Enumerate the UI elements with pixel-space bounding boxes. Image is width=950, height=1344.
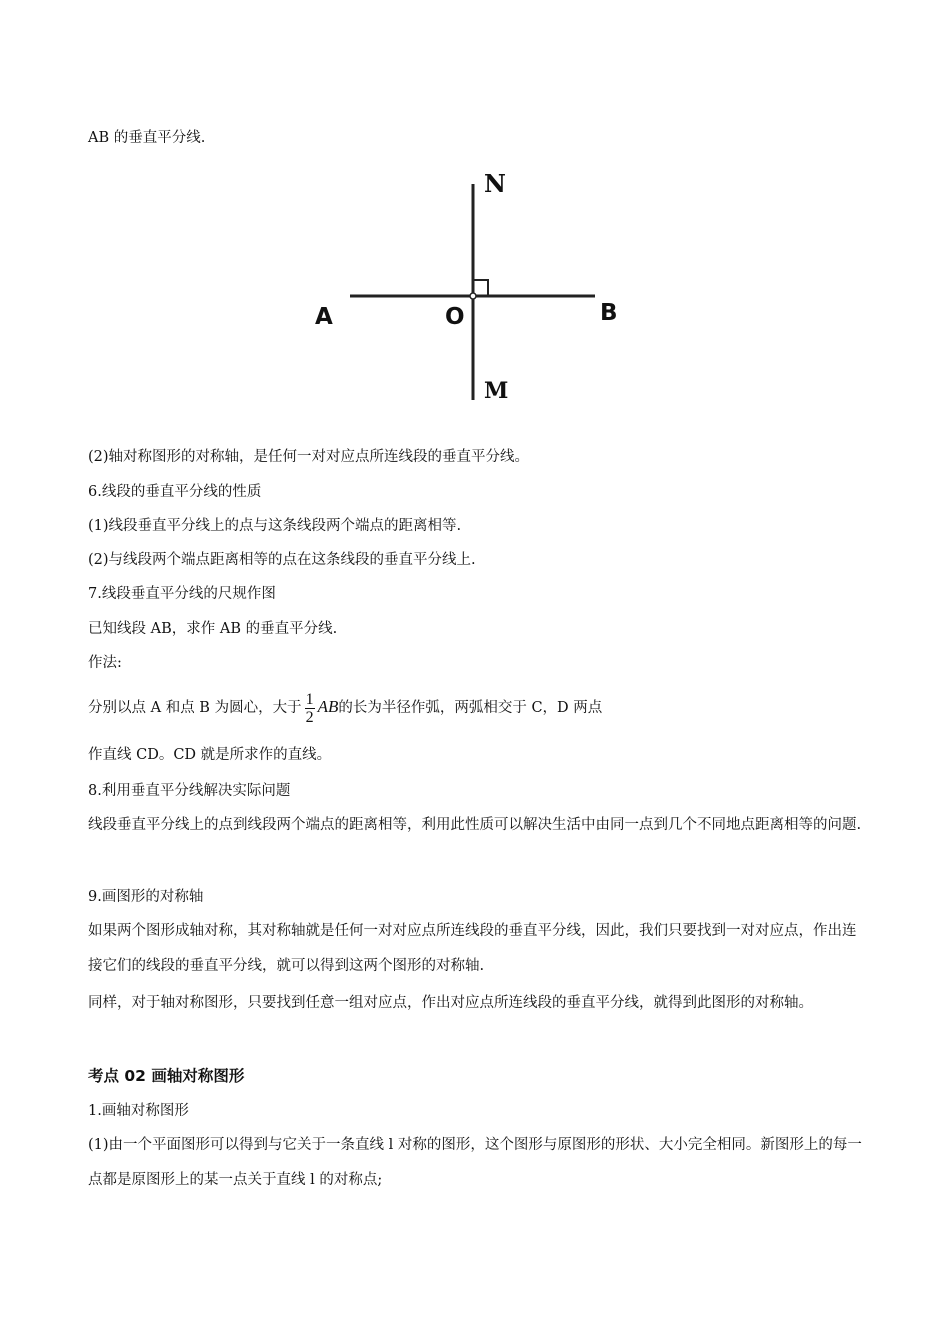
section-7-title: 7.线段垂直平分线的尺规作图 bbox=[88, 586, 276, 602]
fraction-numerator: 1 bbox=[305, 690, 314, 708]
label-o: O bbox=[445, 304, 465, 330]
section-9-body-2: 同样，对于轴对称图形，只要找到任意一组对应点，作出对应点所连线段的垂直平分线，就得到此图形的对称轴。 bbox=[88, 995, 813, 1011]
label-a: A bbox=[315, 304, 333, 330]
step-1-prefix: 分别以点 A 和点 B 为圆心，大于 bbox=[88, 700, 302, 716]
point-o bbox=[470, 293, 476, 299]
label-b: B bbox=[600, 300, 618, 326]
section-6-title: 6.线段的垂直平分线的性质 bbox=[88, 484, 262, 500]
key-point-02-section-1-body: (1)由一个平面图形可以得到与它关于一条直线 l 对称的图形，这个图形与原图形的形状、大小完全相同。新图形上的每一点都是原图形上的某一点关于直线 l 的对称点; bbox=[88, 1137, 862, 1188]
section-6-item-1: (1)线段垂直平分线上的点与这条线段两个端点的距离相等. bbox=[88, 518, 462, 534]
section-8-body: 线段垂直平分线上的点到线段两个端点的距离相等，利用此性质可以解决生活中由同一点到几个不同地点距离相等的问题. bbox=[88, 817, 862, 833]
fraction-denominator: 2 bbox=[305, 708, 314, 726]
label-m: M bbox=[484, 378, 509, 404]
section-7-method: 作法: bbox=[88, 655, 122, 671]
section-6-item-2: (2)与线段两个端点距离相等的点在这条线段的垂直平分线上. bbox=[88, 552, 476, 568]
perpendicular-bisector-figure bbox=[300, 160, 640, 410]
key-point-02-section-1-title: 1.画轴对称图形 bbox=[88, 1103, 189, 1119]
section-8-title: 8.利用垂直平分线解决实际问题 bbox=[88, 783, 291, 799]
section-7-step-2: 作直线 CD。CD 就是所求作的直线。 bbox=[88, 747, 332, 763]
section-9-body-1: 如果两个图形成轴对称，其对称轴就是任何一对对应点所连线段的垂直平分线，因此，我们只要找到一对对应点，作出连接它们的线段的垂直平分线，就可以得到这两个图形的对称轴. bbox=[88, 923, 857, 974]
fraction-variable: AB bbox=[317, 697, 339, 716]
label-n: N bbox=[484, 169, 506, 198]
section-7-given: 已知线段 AB，求作 AB 的垂直平分线. bbox=[88, 621, 338, 637]
axis-property-line: (2)轴对称图形的对称轴，是任何一对对应点所连线段的垂直平分线。 bbox=[88, 449, 530, 465]
key-point-02-heading: 考点 02 画轴对称图形 bbox=[88, 1067, 245, 1085]
fraction-one-half bbox=[305, 691, 315, 726]
section-7-step-1 bbox=[88, 685, 602, 730]
section-9-title: 9.画图形的对称轴 bbox=[88, 889, 204, 905]
intro-line: AB 的垂直平分线. bbox=[88, 130, 206, 146]
step-1-suffix: 的长为半径作弧，两弧相交于 C，D 两点 bbox=[338, 700, 603, 716]
